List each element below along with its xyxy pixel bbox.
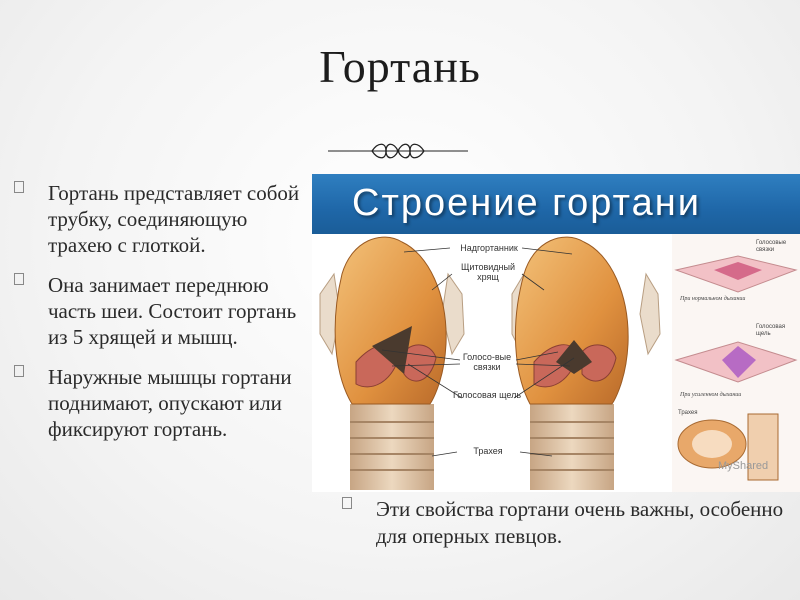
bullet-item [14, 272, 314, 350]
side-label-small: Трахея [678, 410, 698, 416]
watermark-text: MyShared [718, 460, 769, 472]
bullet-icon [14, 365, 24, 377]
left-larynx-drawing [320, 237, 464, 490]
bullet-text: Гортань представляет собой трубку, соединяющую трахею с глоткой. [48, 181, 300, 257]
flourish-divider [328, 140, 468, 162]
bullet-item [14, 364, 314, 442]
bullet-text: Наружные мышцы гортани поднимают, опускают или фиксируют гортань. [48, 365, 292, 441]
caption-forced-breathing: При усиленном дыхании [680, 392, 742, 398]
larynx-illustration [312, 234, 800, 492]
note-text: Эти свойства гортани очень важны, особенно для оперных певцов. [376, 497, 784, 548]
larynx-figure [312, 234, 800, 492]
bullet-text: Она занимает переднюю часть шеи. Состоит гортань из 5 хрящей и мышц. [48, 273, 297, 349]
bullet-icon [14, 273, 24, 285]
side-label-glottis: Голосовая щель [756, 324, 786, 337]
bullet-icon [342, 497, 352, 509]
caption-normal-breathing: При нормальном дыхании [680, 296, 746, 302]
label-vocal-cords: Голосо-вые связки [462, 352, 512, 372]
right-larynx-drawing [512, 237, 660, 490]
note-item [342, 496, 800, 550]
side-label-cords: Голосовые связки [756, 240, 787, 253]
bullet-item [14, 180, 314, 258]
label-glottis: Голосовая щель [452, 390, 522, 400]
label-epiglottis: Надгортанник [460, 243, 518, 253]
bullet-icon [14, 181, 24, 193]
label-thyroid-cartilage: Щитовидный хрящ [460, 262, 516, 282]
bullet-list [14, 180, 314, 456]
label-trachea: Трахея [473, 446, 503, 456]
slide-title: Гортань [319, 41, 481, 92]
figure-banner [312, 174, 800, 234]
banner-title: Строение гортани [352, 182, 701, 224]
